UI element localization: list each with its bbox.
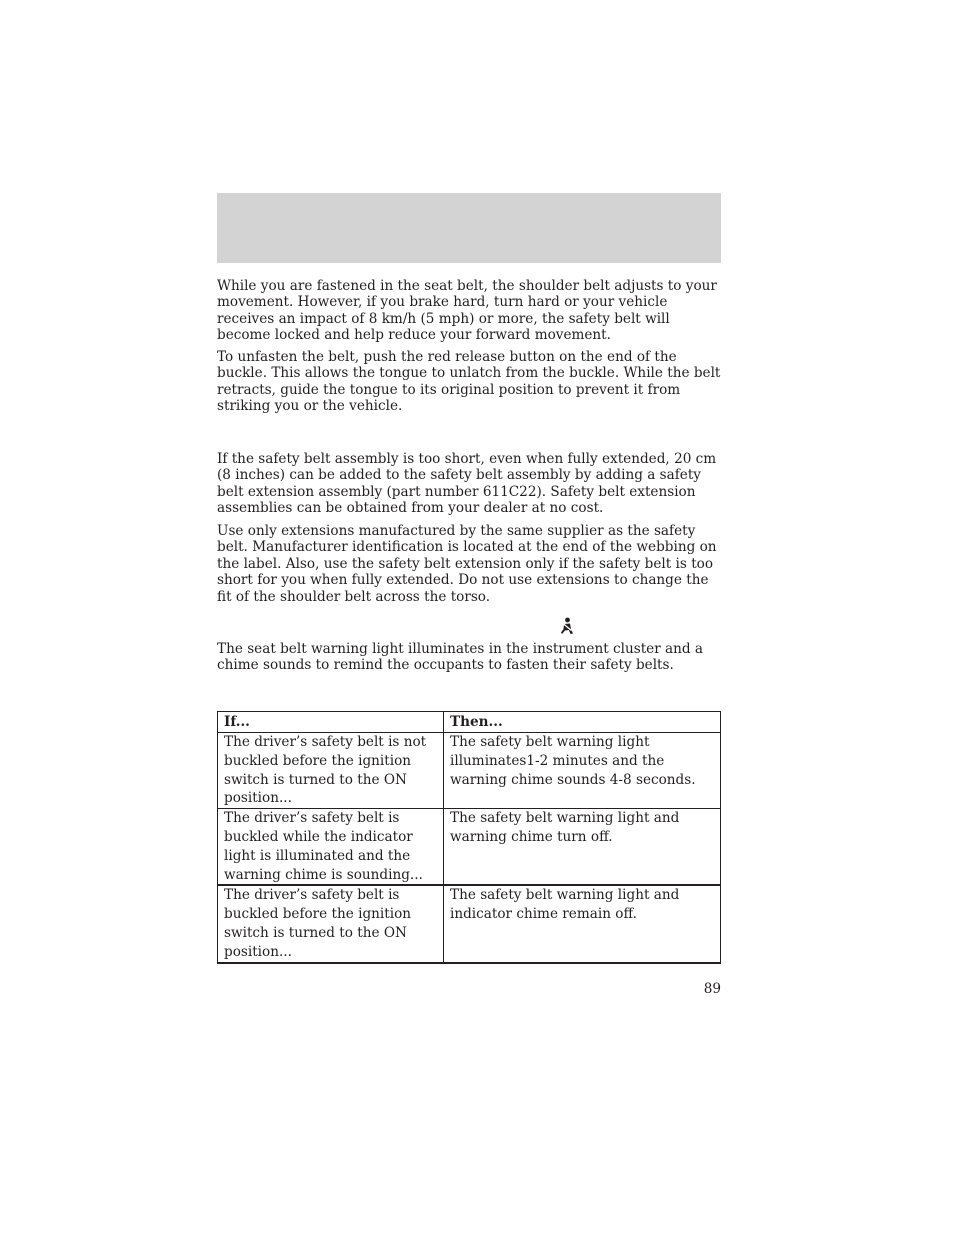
table-cell-then: The safety belt warning light and indicator chime remain off. [444, 885, 721, 962]
table-row [218, 885, 721, 962]
seat-belt-icon [560, 617, 574, 635]
table-cell-if: The driver’s safety belt is buckled before the ignition switch is turned to the ON position... [218, 885, 444, 962]
table-cell-if: The driver’s safety belt is buckled while the indicator light is illuminated and the warning chime is sounding... [218, 809, 444, 886]
paragraph-warning-light: The seat belt warning light illuminates in the instrument cluster and a chime sounds to remind the occupants to fasten their safety belts. [217, 641, 704, 674]
seat-belt-warning-table [217, 711, 721, 964]
table-row [218, 733, 721, 809]
table-cell-then: The safety belt warning light and warning chime turn off. [444, 809, 721, 886]
table-cell-then: The safety belt warning light illuminates1-2 minutes and the warning chime sounds 4-8 seconds. [444, 733, 721, 809]
table-header-then: Then... [444, 712, 721, 733]
paragraph-belt-adjustment: While you are fastened in the seat belt, the shoulder belt adjusts to your movement. However, if you brake hard, turn hard or your vehicle receives an impact of 8 km/h (5 mph) or more, the safety belt will become locked and help reduce your forward movement. [217, 278, 717, 344]
paragraph-belt-extension: If the safety belt assembly is too short, even when fully extended, 20 cm (8 inches) can be added to the safety belt assembly by adding a safety belt extension assembly (part number 611C22). Safety belt extension assemblies can be obtained from your dealer at no cost. [217, 451, 717, 517]
paragraph-extension-usage: Use only extensions manufactured by the same supplier as the safety belt. Manufacturer identification is located at the end of the webbing on the label. Also, use the safety belt extension only if the safety belt is too short for you when fully extended. Do not use extensions to change the fit of the shoulder belt across the torso. [217, 523, 717, 605]
table-header-if: If... [218, 712, 444, 733]
paragraph-unfasten-belt: To unfasten the belt, push the red release button on the end of the buckle. This allows the tongue to unlatch from the buckle. While the belt retracts, guide the tongue to its original position to prevent it from striking you or the vehicle. [217, 349, 721, 415]
table-cell-if: The driver’s safety belt is not buckled before the ignition switch is turned to the ON position... [218, 733, 444, 809]
table-header-row [218, 712, 721, 733]
table-row [218, 809, 721, 886]
section-header-band [217, 193, 721, 263]
page-number: 89 [703, 981, 721, 997]
